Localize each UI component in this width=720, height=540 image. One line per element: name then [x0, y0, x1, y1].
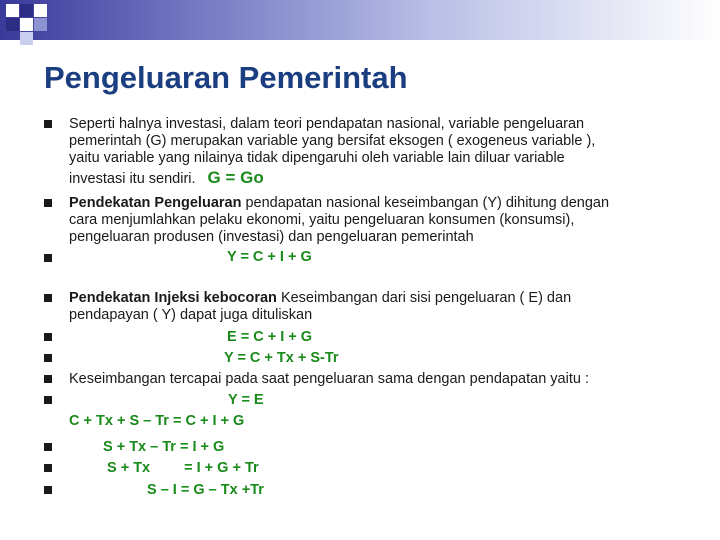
- decor-square: [6, 4, 19, 17]
- paragraph-line: cara menjumlahkan pelaku ekonomi, yaitu pengeluaran konsumen (konsumsi),: [69, 212, 575, 228]
- paragraph-line: pengeluaran produsen (investasi) dan pengeluaran pemerintah: [69, 229, 474, 245]
- header-gradient-bar: [0, 0, 720, 40]
- decor-square: [20, 18, 33, 31]
- formula-g: G = Go: [207, 168, 264, 187]
- decor-square: [34, 18, 47, 31]
- decor-square: [20, 4, 33, 17]
- paragraph-line: [69, 195, 609, 211]
- paragraph-line: Seperti halnya investasi, dalam teori pendapatan nasional, variable pengeluaran: [69, 116, 585, 132]
- bullet-icon: [44, 199, 52, 207]
- bullet-icon: [44, 486, 52, 494]
- bullet-icon: [44, 120, 52, 128]
- paragraph-text: investasi itu sendiri.: [69, 171, 196, 187]
- paragraph-line: [69, 290, 571, 306]
- equation-s-i: S – I = G – Tx +Tr: [147, 482, 264, 498]
- bullet-icon: [44, 464, 52, 472]
- bullet-icon: [44, 254, 52, 262]
- equation-s-tx-tr: S + Tx – Tr = I + G: [103, 439, 225, 455]
- equation-balance: C + Tx + S – Tr = C + I + G: [69, 413, 245, 429]
- paragraph-line: pendapayan ( Y) dapat juga dituliskan: [69, 307, 313, 323]
- bullet-icon: [44, 354, 52, 362]
- decor-square: [6, 18, 19, 31]
- bullet-icon: [44, 396, 52, 404]
- decor-square: [34, 4, 47, 17]
- equation-y-tax: Y = C + Tx + S-Tr: [224, 350, 339, 366]
- equation-y: Y = C + I + G: [227, 249, 312, 265]
- bullet-icon: [44, 333, 52, 341]
- bullet-icon: [44, 443, 52, 451]
- equation-y-e: Y = E: [228, 392, 264, 408]
- paragraph-text: Keseimbangan dari sisi pengeluaran ( E) dan: [276, 290, 572, 306]
- paragraph-text: pendapatan nasional keseimbangan (Y) dihitung dengan: [241, 195, 610, 211]
- decor-square: [20, 32, 33, 45]
- paragraph-line: yaitu variable yang nilainya tidak dipengaruhi oleh variable lain diluar variable: [69, 150, 565, 166]
- page-title: Pengeluaran Pemerintah: [44, 60, 408, 95]
- bullet-icon: [44, 294, 52, 302]
- equation-right: = I + G + Tr: [184, 460, 259, 476]
- equation-s-tx: [107, 460, 259, 476]
- term-pendekatan-injeksi: Pendekatan Injeksi kebocoran: [69, 290, 277, 306]
- equation-left: S + Tx: [107, 460, 151, 476]
- bullet-icon: [44, 375, 52, 383]
- term-pendekatan-pengeluaran: Pendekatan Pengeluaran: [69, 195, 242, 211]
- paragraph-line: Keseimbangan tercapai pada saat pengeluaran sama dengan pendapatan yaitu :: [69, 371, 589, 387]
- paragraph-line: pemerintah (G) merupakan variable yang bersifat eksogen ( exogeneus variable ),: [69, 133, 596, 149]
- equation-e: E = C + I + G: [227, 329, 313, 345]
- paragraph-line: [69, 170, 264, 187]
